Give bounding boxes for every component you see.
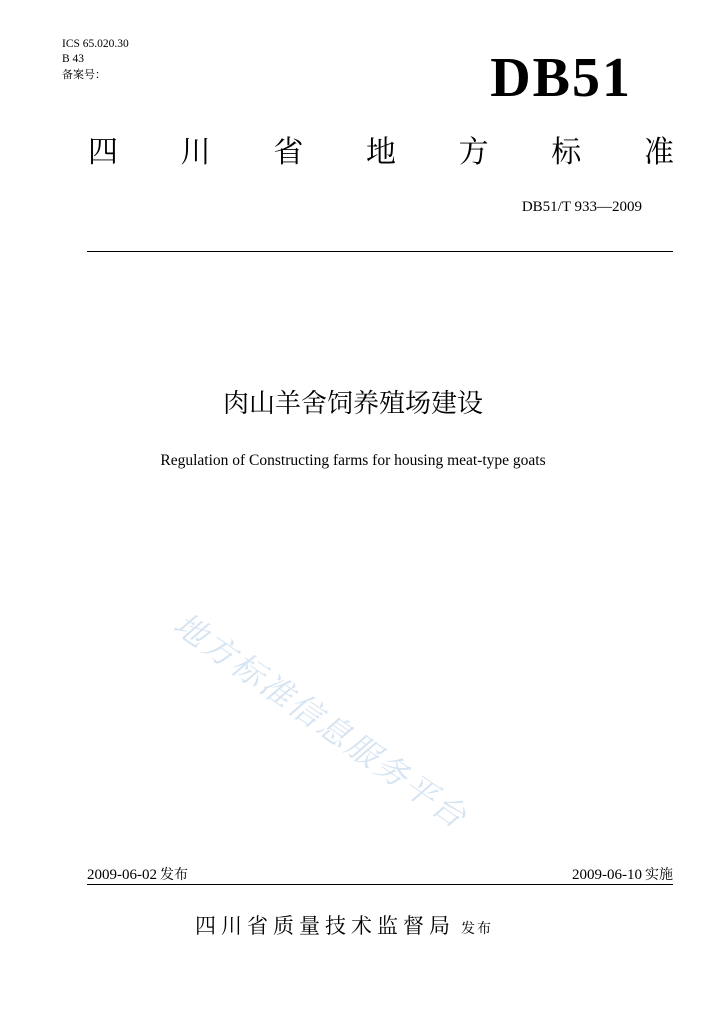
issue-date-label: 发布 xyxy=(160,867,188,883)
document-title-chinese: 肉山羊舍饲养殖场建设 xyxy=(222,389,483,419)
standard-code-logo: DB51 xyxy=(490,47,632,109)
issuer-name: 四川省质量技术监督局 xyxy=(195,914,455,938)
footer-divider xyxy=(87,884,673,885)
standard-type-heading xyxy=(88,133,674,173)
ccs-code: B 43 xyxy=(62,53,85,65)
implement-date-value: 2009-06-10 xyxy=(572,867,642,883)
implement-date-label: 实施 xyxy=(645,867,673,883)
standard-type-char: 标 xyxy=(551,135,582,170)
standard-type-char: 准 xyxy=(643,135,674,170)
filing-number-label: 备案号： xyxy=(62,68,106,81)
issue-date-value: 2009-06-02 xyxy=(87,867,157,883)
standard-number: DB51/T 933—2009 xyxy=(521,199,642,215)
standard-type-char: 方 xyxy=(458,135,489,170)
standard-type-char: 川 xyxy=(180,135,211,170)
document-title-english: Regulation of Constructing farms for housing meat-type goats xyxy=(160,452,546,469)
standard-type-char: 省 xyxy=(273,135,304,170)
issuer xyxy=(195,910,493,940)
issue-date xyxy=(87,864,188,884)
ics-code: ICS 65.020.30 xyxy=(62,38,129,50)
watermark-text: 地方标准信息服务平台 xyxy=(166,604,476,837)
standard-type-char: 地 xyxy=(365,135,396,170)
issuer-suffix: 发布 xyxy=(461,921,493,937)
header-divider xyxy=(87,251,673,252)
standard-type-char: 四 xyxy=(88,135,118,170)
implement-date xyxy=(572,864,673,884)
header-meta xyxy=(62,37,129,82)
